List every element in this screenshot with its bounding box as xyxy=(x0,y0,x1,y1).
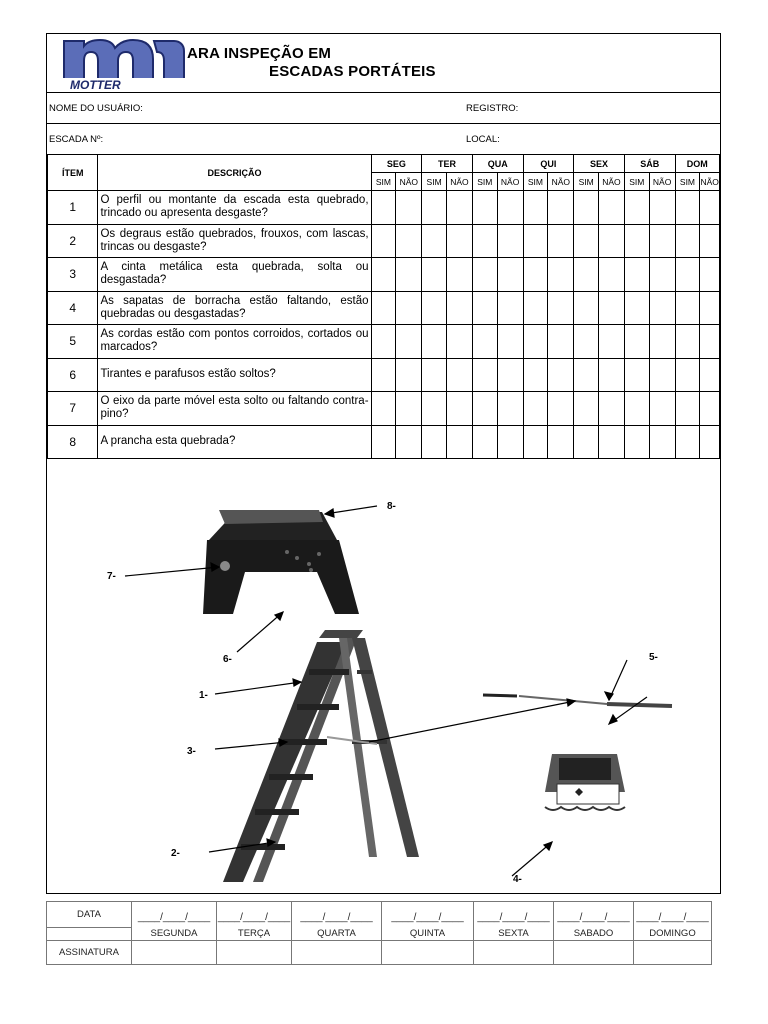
check-cell[interactable] xyxy=(700,425,720,459)
check-cell[interactable] xyxy=(472,224,497,258)
weekday-label: DOMINGO xyxy=(634,928,712,941)
check-cell[interactable] xyxy=(396,425,422,459)
check-cell[interactable] xyxy=(675,358,700,392)
checklist-row xyxy=(48,425,720,459)
check-cell[interactable] xyxy=(396,325,422,359)
check-cell[interactable] xyxy=(624,358,649,392)
svg-text:MOTTER: MOTTER xyxy=(70,78,121,91)
check-cell[interactable] xyxy=(599,392,625,426)
check-cell[interactable] xyxy=(548,358,574,392)
check-cell[interactable] xyxy=(497,358,523,392)
check-cell[interactable] xyxy=(574,224,599,258)
check-cell[interactable] xyxy=(574,358,599,392)
check-cell[interactable] xyxy=(599,425,625,459)
check-cell[interactable] xyxy=(371,258,396,292)
label-5: 5- xyxy=(649,652,658,663)
check-cell[interactable] xyxy=(649,224,675,258)
check-cell[interactable] xyxy=(624,291,649,325)
check-cell[interactable] xyxy=(523,191,548,225)
check-cell[interactable] xyxy=(700,358,720,392)
item-description: As cordas estão com pontos corroidos, cortados ou marcados? xyxy=(98,325,371,359)
check-cell[interactable] xyxy=(371,392,396,426)
check-cell[interactable] xyxy=(422,425,447,459)
signature-field[interactable] xyxy=(382,941,474,965)
check-cell[interactable] xyxy=(497,258,523,292)
nao-header: NÃO xyxy=(599,173,625,191)
check-cell[interactable] xyxy=(599,291,625,325)
check-cell[interactable] xyxy=(599,258,625,292)
sim-header: SIM xyxy=(422,173,447,191)
date-field[interactable]: ____/____/____ xyxy=(474,902,554,928)
label-2: 2- xyxy=(171,848,180,859)
check-cell[interactable] xyxy=(624,258,649,292)
check-cell[interactable] xyxy=(497,392,523,426)
check-cell[interactable] xyxy=(447,425,473,459)
check-cell[interactable] xyxy=(472,191,497,225)
check-cell[interactable] xyxy=(396,291,422,325)
check-cell[interactable] xyxy=(497,191,523,225)
sim-header: SIM xyxy=(472,173,497,191)
sim-header: SIM xyxy=(624,173,649,191)
form-title-line1: ARA INSPEÇÃO EM xyxy=(187,45,332,62)
check-cell[interactable] xyxy=(497,224,523,258)
nao-header: NÃO xyxy=(700,173,720,191)
check-cell[interactable] xyxy=(523,291,548,325)
check-cell[interactable] xyxy=(472,392,497,426)
check-cell[interactable] xyxy=(422,291,447,325)
check-cell[interactable] xyxy=(548,392,574,426)
check-cell[interactable] xyxy=(675,325,700,359)
ladder-info-row xyxy=(47,124,720,155)
check-cell[interactable] xyxy=(574,325,599,359)
checklist-row xyxy=(48,291,720,325)
registry-label: REGISTRO: xyxy=(466,103,519,114)
nao-header: NÃO xyxy=(548,173,574,191)
check-cell[interactable] xyxy=(472,258,497,292)
check-cell[interactable] xyxy=(599,224,625,258)
date-label: DATA xyxy=(47,902,132,928)
checklist-row xyxy=(48,358,720,392)
rubber-foot-drawing xyxy=(545,754,625,810)
weekday-label: QUINTA xyxy=(382,928,474,941)
check-cell[interactable] xyxy=(497,325,523,359)
check-cell[interactable] xyxy=(675,425,700,459)
item-number: 5 xyxy=(48,325,98,359)
check-cell[interactable] xyxy=(472,425,497,459)
item-number: 2 xyxy=(48,224,98,258)
check-cell[interactable] xyxy=(548,425,574,459)
sim-header: SIM xyxy=(371,173,396,191)
check-cell[interactable] xyxy=(675,258,700,292)
check-cell[interactable] xyxy=(396,191,422,225)
item-number: 4 xyxy=(48,291,98,325)
description-header: DESCRIÇÃO xyxy=(98,155,371,191)
date-field[interactable]: ____/____/____ xyxy=(382,902,474,928)
check-cell[interactable] xyxy=(371,425,396,459)
inspection-form xyxy=(46,33,721,894)
check-cell[interactable] xyxy=(700,325,720,359)
check-cell[interactable] xyxy=(396,392,422,426)
day-header-sab: SÁB xyxy=(624,155,675,173)
nao-header: NÃO xyxy=(649,173,675,191)
sim-header: SIM xyxy=(523,173,548,191)
check-cell[interactable] xyxy=(599,325,625,359)
checklist-table xyxy=(47,154,720,459)
check-cell[interactable] xyxy=(447,258,473,292)
check-cell[interactable] xyxy=(472,358,497,392)
check-cell[interactable] xyxy=(574,191,599,225)
check-cell[interactable] xyxy=(523,392,548,426)
check-cell[interactable] xyxy=(700,258,720,292)
item-number: 6 xyxy=(48,358,98,392)
check-cell[interactable] xyxy=(649,325,675,359)
signature-field[interactable] xyxy=(292,941,382,965)
checklist-row xyxy=(48,191,720,225)
check-cell[interactable] xyxy=(548,224,574,258)
signature-field[interactable] xyxy=(554,941,634,965)
signature-field[interactable] xyxy=(132,941,217,965)
item-description: A prancha esta quebrada? xyxy=(98,425,371,459)
check-cell[interactable] xyxy=(599,191,625,225)
check-cell[interactable] xyxy=(497,425,523,459)
check-cell[interactable] xyxy=(548,325,574,359)
check-cell[interactable] xyxy=(422,258,447,292)
check-cell[interactable] xyxy=(523,224,548,258)
date-field[interactable]: ____/____/____ xyxy=(132,902,217,928)
platform-drawing xyxy=(203,510,359,614)
label-6: 6- xyxy=(223,654,232,665)
date-field[interactable]: ____/____/____ xyxy=(554,902,634,928)
weekday-label: SEXTA xyxy=(474,928,554,941)
user-info-row xyxy=(47,93,720,124)
nao-header: NÃO xyxy=(497,173,523,191)
check-cell[interactable] xyxy=(574,392,599,426)
label-1: 1- xyxy=(199,690,208,701)
date-signature-table xyxy=(46,901,712,965)
check-cell[interactable] xyxy=(649,358,675,392)
item-description: Tirantes e parafusos estão soltos? xyxy=(98,358,371,392)
check-cell[interactable] xyxy=(472,291,497,325)
checklist-row xyxy=(48,224,720,258)
check-cell[interactable] xyxy=(523,325,548,359)
check-cell[interactable] xyxy=(548,291,574,325)
weekday-label: SABADO xyxy=(554,928,634,941)
check-cell[interactable] xyxy=(649,258,675,292)
check-cell[interactable] xyxy=(700,291,720,325)
label-4: 4- xyxy=(513,874,522,885)
signature-field[interactable] xyxy=(217,941,292,965)
signature-field[interactable] xyxy=(474,941,554,965)
day-header-sex: SEX xyxy=(574,155,625,173)
item-number: 1 xyxy=(48,191,98,225)
date-field[interactable]: ____/____/____ xyxy=(634,902,712,928)
check-cell[interactable] xyxy=(574,425,599,459)
form-title-line2: ESCADAS PORTÁTEIS xyxy=(269,63,436,80)
item-number: 3 xyxy=(48,258,98,292)
check-cell[interactable] xyxy=(624,425,649,459)
label-8: 8- xyxy=(387,501,396,512)
check-cell[interactable] xyxy=(599,358,625,392)
ladder-number-label: ESCADA Nº: xyxy=(49,134,104,145)
check-cell[interactable] xyxy=(700,392,720,426)
item-description: As sapatas de borracha estão faltando, estão quebradas ou desgastadas? xyxy=(98,291,371,325)
check-cell[interactable] xyxy=(447,325,473,359)
check-cell[interactable] xyxy=(649,191,675,225)
sim-header: SIM xyxy=(675,173,700,191)
day-header-qui: QUI xyxy=(523,155,574,173)
check-cell[interactable] xyxy=(649,392,675,426)
date-field[interactable]: ____/____/____ xyxy=(217,902,292,928)
weekday-label: SEGUNDA xyxy=(132,928,217,941)
check-cell[interactable] xyxy=(649,425,675,459)
nao-header: NÃO xyxy=(396,173,422,191)
weekday-label: QUARTA xyxy=(292,928,382,941)
nao-header: NÃO xyxy=(447,173,473,191)
item-number: 8 xyxy=(48,425,98,459)
check-cell[interactable] xyxy=(447,358,473,392)
label-7: 7- xyxy=(107,571,116,582)
signature-field[interactable] xyxy=(634,941,712,965)
check-cell[interactable] xyxy=(396,358,422,392)
day-header-ter: TER xyxy=(422,155,473,173)
motter-logo xyxy=(60,35,188,91)
check-cell[interactable] xyxy=(422,392,447,426)
check-cell[interactable] xyxy=(447,224,473,258)
check-cell[interactable] xyxy=(523,358,548,392)
check-cell[interactable] xyxy=(700,224,720,258)
check-cell[interactable] xyxy=(371,291,396,325)
check-cell[interactable] xyxy=(396,224,422,258)
check-cell[interactable] xyxy=(422,224,447,258)
check-cell[interactable] xyxy=(624,392,649,426)
form-header xyxy=(47,34,720,93)
signature-label: ASSINATURA xyxy=(47,941,132,965)
check-cell[interactable] xyxy=(548,258,574,292)
user-name-label: NOME DO USUÁRIO: xyxy=(49,103,143,114)
item-description: O eixo da parte móvel esta solto ou faltando contra-pino? xyxy=(98,392,371,426)
check-cell[interactable] xyxy=(675,224,700,258)
item-description: O perfil ou montante da escada esta quebrado, trincado ou apresenta desgaste? xyxy=(98,191,371,225)
check-cell[interactable] xyxy=(447,392,473,426)
date-field[interactable]: ____/____/____ xyxy=(292,902,382,928)
check-cell[interactable] xyxy=(624,325,649,359)
weekday-label: TERÇA xyxy=(217,928,292,941)
item-description: A cinta metálica esta quebrada, solta ou desgastada? xyxy=(98,258,371,292)
ladder-drawing xyxy=(223,630,419,882)
check-cell[interactable] xyxy=(422,358,447,392)
check-cell[interactable] xyxy=(497,291,523,325)
day-header-seg: SEG xyxy=(371,155,422,173)
item-description: Os degraus estão quebrados, frouxos, com lascas, trincas ou desgaste? xyxy=(98,224,371,258)
sim-header: SIM xyxy=(574,173,599,191)
check-cell[interactable] xyxy=(472,325,497,359)
ladder-parts-illustration xyxy=(47,462,720,894)
check-cell[interactable] xyxy=(371,191,396,225)
check-cell[interactable] xyxy=(371,358,396,392)
check-cell[interactable] xyxy=(523,425,548,459)
location-label: LOCAL: xyxy=(466,134,500,145)
check-cell[interactable] xyxy=(574,258,599,292)
check-cell[interactable] xyxy=(422,325,447,359)
label-3: 3- xyxy=(187,746,196,757)
checklist-row xyxy=(48,392,720,426)
item-number: 7 xyxy=(48,392,98,426)
check-cell[interactable] xyxy=(447,291,473,325)
check-cell[interactable] xyxy=(371,224,396,258)
check-cell[interactable] xyxy=(548,191,574,225)
checklist-row xyxy=(48,325,720,359)
check-cell[interactable] xyxy=(649,291,675,325)
check-cell[interactable] xyxy=(523,258,548,292)
check-cell[interactable] xyxy=(396,258,422,292)
check-cell[interactable] xyxy=(675,291,700,325)
checklist-row xyxy=(48,258,720,292)
rope-drawing xyxy=(483,695,672,706)
check-cell[interactable] xyxy=(675,191,700,225)
check-cell[interactable] xyxy=(700,191,720,225)
item-header: ÍTEM xyxy=(48,155,98,191)
check-cell[interactable] xyxy=(447,191,473,225)
day-header-dom: DOM xyxy=(675,155,719,173)
check-cell[interactable] xyxy=(574,291,599,325)
check-cell[interactable] xyxy=(675,392,700,426)
check-cell[interactable] xyxy=(371,325,396,359)
check-cell[interactable] xyxy=(624,191,649,225)
check-cell[interactable] xyxy=(624,224,649,258)
day-header-qua: QUA xyxy=(472,155,523,173)
check-cell[interactable] xyxy=(422,191,447,225)
